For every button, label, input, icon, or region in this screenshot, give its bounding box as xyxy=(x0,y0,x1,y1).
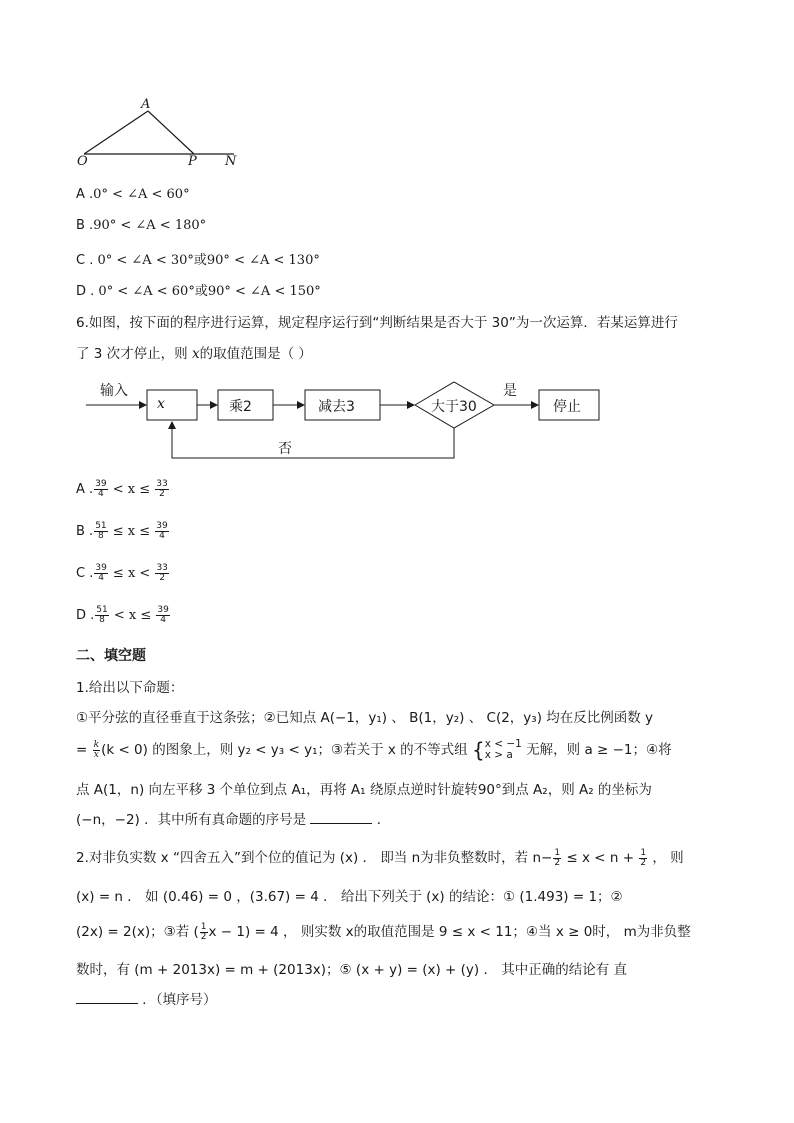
q6-text: 的取值范围是（ ） xyxy=(199,346,312,362)
text: ． xyxy=(376,812,391,828)
q6-text: 了 3 次才停止，则 xyxy=(76,346,192,362)
text: = xyxy=(76,742,92,758)
segment-AP xyxy=(148,111,194,154)
option-mid: < x ≤ xyxy=(108,482,155,497)
option-mid: < x ≤ xyxy=(109,608,156,623)
option-letter: D . xyxy=(76,284,95,299)
f2-line5 xyxy=(76,988,217,1008)
brace: { xyxy=(471,738,485,762)
text: (k < 0) 的图象上，则 y₂ < y₃ < y₁；③若关于 x 的不等式组 xyxy=(101,742,472,758)
fraction: $\frac{39}{4}$ xyxy=(95,563,107,583)
label-A: A xyxy=(141,97,151,112)
inequality-system: x < −1 x > a xyxy=(484,738,522,761)
flowchart xyxy=(80,370,620,465)
option-text: 0° < ∠A < 60° xyxy=(93,187,190,202)
option-mid: ≤ x ≤ xyxy=(108,524,155,539)
q6-stem-line2 xyxy=(76,342,312,362)
q5-option-a xyxy=(76,187,190,202)
q5-option-c xyxy=(76,249,320,268)
fraction: $\frac{51}{8}$ xyxy=(95,521,107,541)
f2-line2: (x) = n ． 如 (0.46) = 0 ，(3.67) = 4 ． 给出下列关于 (x) 的结论：① (1.493) = 1；② xyxy=(76,889,623,905)
box-x xyxy=(147,390,197,420)
option-letter: C . xyxy=(76,566,94,581)
q6-option-a xyxy=(76,480,170,499)
flow-input-label: 输入 xyxy=(100,383,128,399)
q6-stem-line1: 6.如图，按下面的程序进行运算，规定程序运行到“判断结果是否大于 30”为一次运算．若某运算进行 xyxy=(76,315,678,331)
label-O: O xyxy=(77,154,88,169)
segment-OA xyxy=(84,111,148,154)
text: (−n，−2) ．其中所有真命题的序号是 xyxy=(76,812,307,828)
text: ．（填序号） xyxy=(142,992,217,1008)
fraction-half: $\frac{1}{2}$ xyxy=(640,847,647,868)
flow-no-label: 否 xyxy=(278,441,292,457)
answer-blank[interactable] xyxy=(310,809,372,824)
fraction-half: $\frac{1}{2}$ xyxy=(200,921,207,942)
text: 无解，则 a ≥ −1；④将 xyxy=(521,742,672,758)
triangle-figure xyxy=(70,95,250,175)
fraction: $\frac{33}{2}$ xyxy=(156,479,168,499)
text: ≤ x < n + xyxy=(562,850,639,866)
f1-line2 xyxy=(76,738,672,762)
option-text: 0° < ∠A < 30°或90° < ∠A < 130° xyxy=(97,253,320,268)
text: x − 1) = 4 ， 则实数 x的取值范围是 9 ≤ x < 11；④当 x ≥ 0时， m为非负整 xyxy=(208,924,691,940)
q6-option-d xyxy=(76,606,171,625)
flow-sub-label: 减去3 xyxy=(318,399,355,415)
f2-line3 xyxy=(76,920,691,942)
option-letter: A . xyxy=(76,187,94,202)
fraction: $\frac{39}{4}$ xyxy=(157,605,169,625)
q6-option-c xyxy=(76,564,170,583)
flow-stop-label: 停止 xyxy=(553,399,581,415)
option-text: 0° < ∠A < 60°或90° < ∠A < 150° xyxy=(98,284,321,299)
fraction: $\frac{33}{2}$ xyxy=(156,563,168,583)
option-letter: C . xyxy=(76,253,94,268)
q5-option-d xyxy=(76,280,321,299)
f1-line1: ①平分弦的直径垂直于这条弦；②已知点 A(−1，y₁) 、 B(1，y₂) 、 C(2，y₃) 均在反比例函数 y xyxy=(76,710,654,726)
fraction-half: $\frac{1}{2}$ xyxy=(554,847,561,868)
option-text: 90° < ∠A < 180° xyxy=(93,218,207,233)
section-heading: 二、填空题 xyxy=(76,648,146,664)
flow-mul-label: 乘2 xyxy=(229,399,252,415)
text: 2.对非负实数 x “四舍五入”到个位的值记为 (x) ． 即当 n为非负整数时，若 n− xyxy=(76,850,553,866)
fraction: $\frac{39}{4}$ xyxy=(156,521,168,541)
f1-line3: 点 A(1，n) 向左平移 3 个单位到点 A₁，再将 A₁ 绕原点逆时针旋转90°到点 A₂，则 A₂ 的坐标为 xyxy=(76,782,652,798)
text: (2x) = 2(x)；③若 ( xyxy=(76,924,199,940)
flow-yes-label: 是 xyxy=(503,383,517,399)
option-letter: B . xyxy=(76,218,94,233)
option-letter: B . xyxy=(76,524,94,539)
label-P: P xyxy=(188,154,197,169)
f2-line4: 数时，有 (m + 2013x) = m + (2013x)；⑤ (x + y) = (x) + (y) ． 其中正确的结论有 直 xyxy=(76,962,628,978)
flow-cond-label: 大于30 xyxy=(431,399,477,415)
option-mid: ≤ x < xyxy=(108,566,155,581)
flow-x-label: x xyxy=(157,396,165,412)
f1-intro: 1.给出以下命题： xyxy=(76,680,184,696)
fraction: $\frac{39}{4}$ xyxy=(95,479,107,499)
f1-line4 xyxy=(76,808,390,828)
label-N: N xyxy=(225,154,237,169)
text: ， 则 xyxy=(648,850,684,866)
f2-line1 xyxy=(76,846,684,868)
q5-option-b xyxy=(76,218,206,233)
fraction-k-over-x: $\frac{k}{x}$ xyxy=(93,739,100,760)
option-letter: D . xyxy=(76,608,95,623)
option-letter: A . xyxy=(76,482,94,497)
loop-back-line xyxy=(172,422,454,458)
answer-blank[interactable] xyxy=(76,989,138,1004)
q6-option-b xyxy=(76,522,170,541)
fraction: $\frac{51}{8}$ xyxy=(96,605,108,625)
q6-var: x xyxy=(191,346,200,362)
